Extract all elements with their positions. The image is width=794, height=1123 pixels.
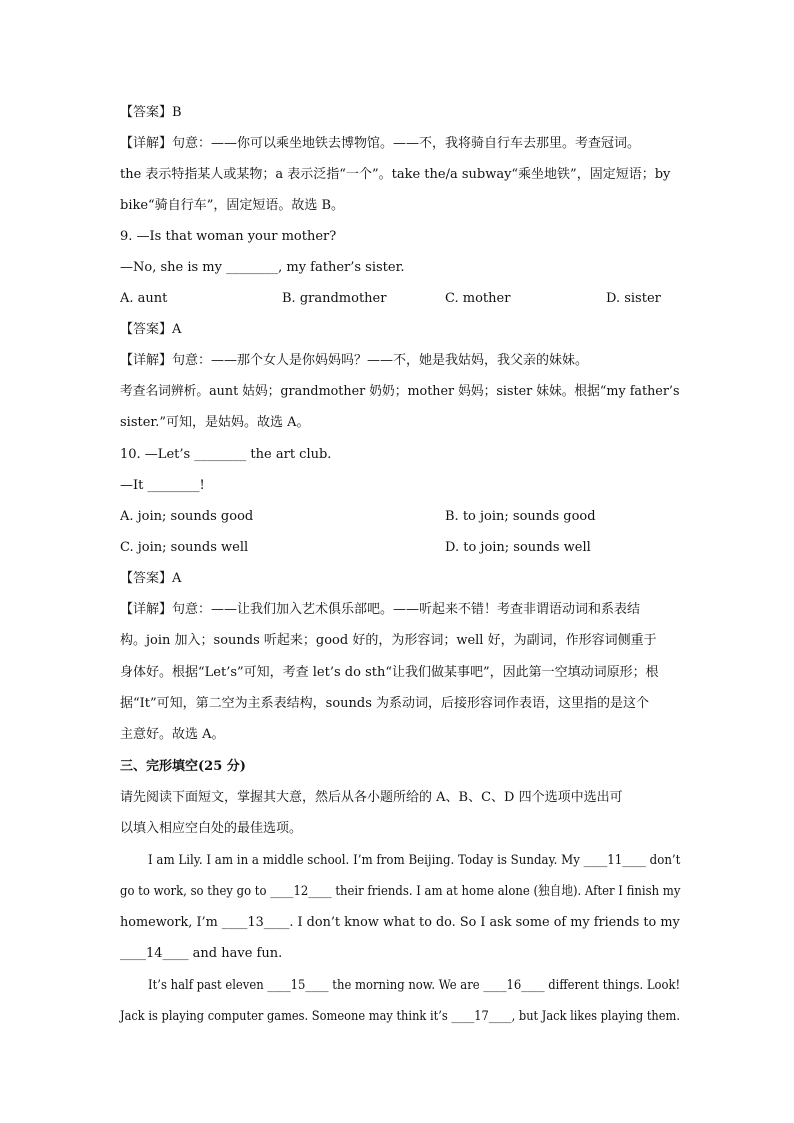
line-explanation-8-1: 【详解】句意：——你可以乘坐地铁去博物馆。——不，我将骑自行车去那里。考查冠词。 (120, 136, 641, 151)
line-explanation-8-3: bike“骑自行车”，固定短语。故选 B。 (120, 198, 345, 213)
section-instruction-2: 以填入相应空白处的最佳选项。 (120, 821, 303, 836)
question-10-stem: 10. —Let’s ________ the art club. (120, 447, 332, 462)
line-explanation-10-1: 【详解】句意：——让我们加入艺术俱乐部吧。——听起来不错！考查非谓语动词和系表结 (120, 602, 641, 617)
line-explanation-10-3: 身体好。根据“Let’s”可知，考查 let’s do sth“让我们做某事吧”，因此第一空填动词原形；根 (120, 665, 659, 680)
question-10-option-d: D. to join; sounds well (445, 540, 591, 555)
passage-line-4: ____14____ and have fun. (120, 946, 283, 961)
section-instruction-1: 请先阅读下面短文，掌握其大意，然后从各小题所给的 A、B、C、D 四个选项中选出可 (120, 790, 623, 805)
line-explanation-10-2: 构。join 加入；sounds 听起来；good 好的，为形容词；well 好，为副词，作形容词侧重于 (120, 633, 657, 648)
line-answer-8: 【答案】B (120, 105, 182, 120)
line-answer-9: 【答案】A (120, 322, 182, 337)
passage-line-3: homework, I’m ____13____. I don’t know what to do. So I ask some of my friends to my (120, 915, 680, 930)
question-9-option-b: B. grandmother (282, 291, 387, 306)
question-9-option-c: C. mother (445, 291, 511, 306)
passage-line-1: I am Lily. I am in a middle school. I’m from Beijing. Today is Sunday. My ____11____ don’t (148, 853, 681, 868)
question-10-option-c: C. join; sounds well (120, 540, 249, 555)
passage-line-2: go to work, so they go to ____12____ their friends. I am at home alone (独自地). After I finish my (120, 884, 681, 899)
line-explanation-10-5: 主意好。故选 A。 (120, 727, 225, 742)
line-explanation-9-3: sister.”可知，是姑妈。故选 A。 (120, 415, 310, 430)
question-9-option-d: D. sister (606, 291, 661, 306)
question-9-stem: 9. —Is that woman your mother? (120, 229, 337, 244)
line-explanation-9-1: 【详解】句意：——那个女人是你妈妈吗？——不，她是我姑妈，我父亲的妹妹。 (120, 353, 589, 368)
line-explanation-10-4: 据“It”可知，第二空为主系表结构，sounds 为系动词，后接形容词作表语，这里指的是这个 (120, 696, 650, 711)
question-9-reply: —No, she is my ________, my father’s sister. (120, 260, 405, 275)
section-heading-cloze: 三、完形填空(25 分) (120, 759, 246, 774)
line-explanation-8-2: the 表示特指某人或某物；a 表示泛指“一个”。take the/a subway“乘坐地铁”，固定短语；by (120, 167, 671, 182)
question-9-option-a: A. aunt (120, 291, 168, 306)
line-answer-10: 【答案】A (120, 571, 182, 586)
line-explanation-9-2: 考查名词辨析。aunt 姑妈；grandmother 奶奶；mother 妈妈；sister 妹妹。根据“my father’s (120, 384, 680, 399)
passage-line-5: It’s half past eleven ____15____ the morning now. We are ____16____ different things. Look! (148, 978, 681, 993)
question-10-option-a: A. join; sounds good (120, 509, 254, 524)
question-10-option-b: B. to join; sounds good (445, 509, 596, 524)
question-10-reply: —It ________! (120, 478, 205, 493)
passage-line-6: Jack is playing computer games. Someone may think it’s ____17____, but Jack likes playing them. (120, 1009, 681, 1024)
